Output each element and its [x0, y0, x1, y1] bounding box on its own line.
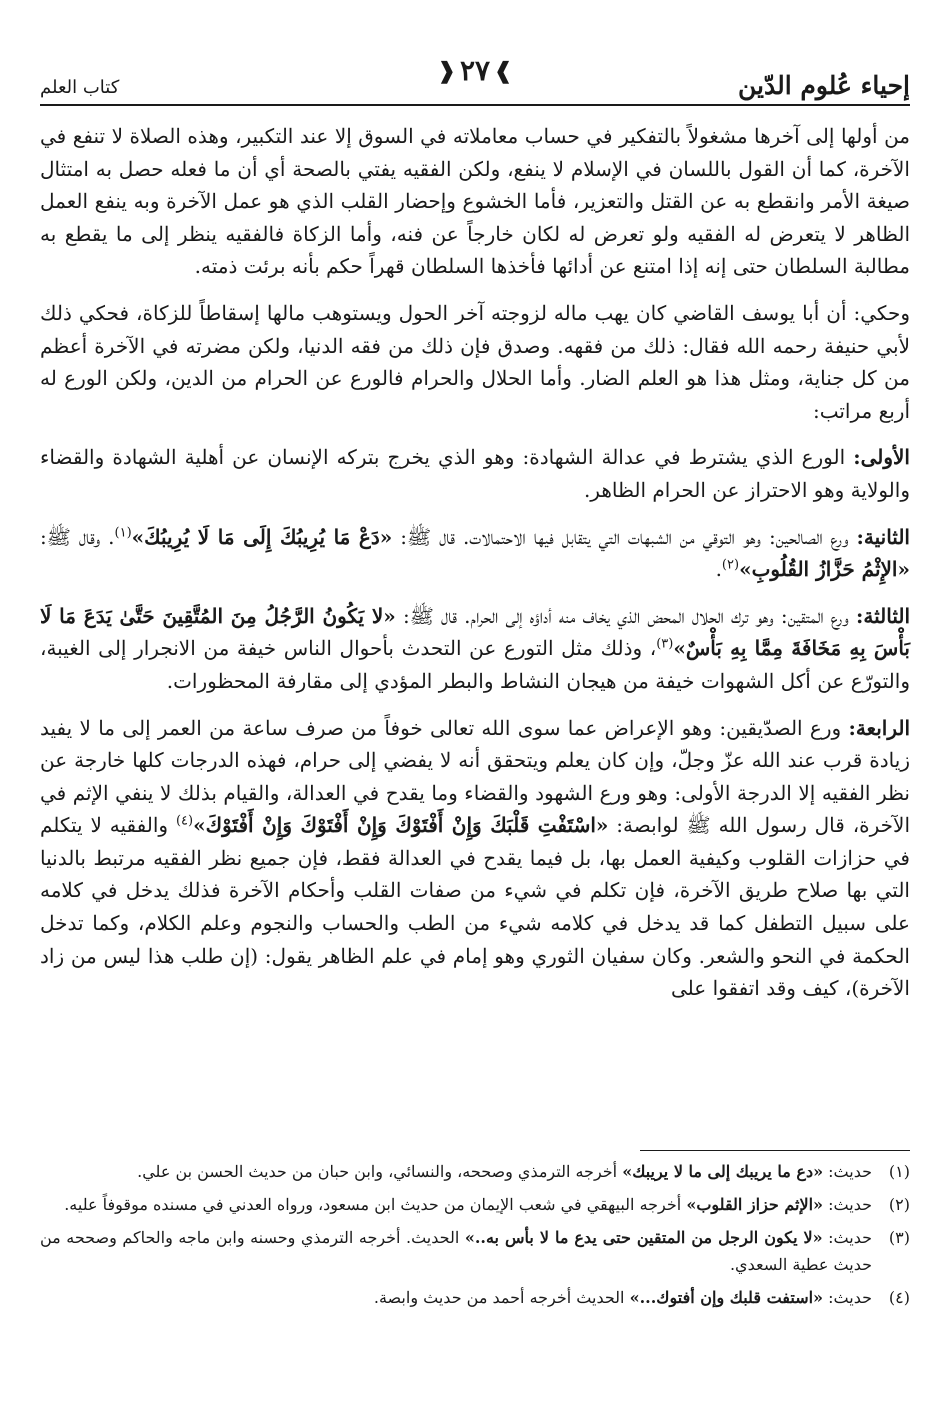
rank-text: . وقال ﷺ: [40, 524, 115, 549]
chapter-title: كتاب العلم [40, 77, 120, 98]
paragraph-rank-3 [40, 600, 910, 698]
page-number: ٢٧ [459, 54, 491, 87]
book-title: إحياء عُلوم الدّين [738, 71, 910, 100]
footnote-ref[interactable]: (٢) [721, 557, 740, 573]
rank-text: والفقيه لا يتكلم في حزازات القلوب وكيفية العمل بها، بل فيما يقدح في العدالة فقط، فإن جميع نظر الفقيه مرتبط بالدنيا التي بها صلاح طريق الآخرة، فإن تكلم في شيء من صفات القلب وأحكام الآخرة فذلك يدخل في كلامه على سبيل التطفل كما قد يدخل في كلامه شيء من الطب والحساب والنجوم وعلم الكلام، وكما تدخل الحكمة في النحو والشعر. وكان سفيان الثوري وهو إمام في علم الظاهر يقول: (إن طلب هذا ليس من زاد الآخرة)، كيف وقد اتفقوا على [40, 813, 910, 1001]
paragraph-rank-1 [40, 441, 910, 506]
hadith-quote: «الإِثْمُ حَزَّازُ القُلُوبِ» [739, 557, 910, 582]
footnote [40, 1284, 910, 1311]
paragraph-rank-4 [40, 712, 910, 1005]
paragraph-2: وحكي: أن أبا يوسف القاضي كان يهب ماله لزوجته آخر الحول ويستوهب مالها إسقاطاً للزكاة، فحكي ذلك لأبي حنيفة رحمه الله فقال: ذلك من فقهه. وصدق فإن ذلك من فقه الدنيا، ولكن مضرته في الآخرة أعظم من كل جناية، ومثل هذا هو العلم الضار. وأما الحلال والحرام فالورع عن الحرام من الدين، ولكن الورع له أربع مراتب: [40, 300, 910, 423]
rank-label: الثالثة: [855, 603, 910, 628]
footnote-text: حديث: «الإثم حزاز القلوب» أخرجه البيهقي في شعب الإيمان من حديث ابن مسعود، ورواه العدني في مسنده موقوفاً عليه. [64, 1195, 872, 1214]
footnote [40, 1191, 910, 1218]
paragraph-rank-2 [40, 521, 910, 586]
footnote-text: حديث: «لا يكون الرجل من المتقين حتى يدع ما لا بأس به..» الحديث. أخرجه الترمذي وحسنه وابن ماجه والحاكم وصححه من حديث عطية السعدي. [40, 1228, 872, 1274]
rank-label: الأولى: [853, 445, 910, 470]
footnote [40, 1158, 910, 1185]
hadith-quote: «دَعْ مَا يُرِيبُكَ إِلَى مَا لَا يُرِيبُكَ» [131, 524, 393, 549]
footnote-number: (١) [888, 1162, 910, 1181]
footnote-number: (٤) [888, 1288, 910, 1307]
rank-label: الثانية: [856, 524, 910, 549]
footnote-text: حديث: «دع ما يريبك إلى ما لا يريبك» أخرجه الترمذي وصححه، والنسائي، وابن حبان من حديث الحسن بن علي. [137, 1162, 872, 1181]
rank-text: ورع الصدّيقين: وهو الإعراض عما سوى الله تعالى خوفاً من صرف ساعة من العمر إلى ما لا يفيد زيادة قرب عند الله عزّ وجلّ، وإن كان يعلم ويتحقق أنه لا يفضي إلى حرام، فهذه الدرجات كلها خارجة عن نظر الفقيه إلا الدرجة الأولى: وهو ورع الشهود والقضاء وما يقدح في العدالة، والقيام بذلك لا ينفي الإثم في الآخرة، قال رسول الله ﷺ لوابصة: [40, 715, 911, 838]
rank-text: ، وذلك مثل التورع عن التحدث بأحوال الناس خيفة من الانجرار إلى الغيبة، والتورّع عن أكل الشهوات خيفة من هيجان النشاط والبطر المؤدي إلى مقارفة المحظورات. [40, 636, 910, 693]
rank-text: ورع الصالحين: وهو التوقي من الشبهات التي يتقابل فيها الاحتمالات. قال ﷺ: [392, 524, 857, 549]
hadith-quote: «لا يَكُونُ الرَّجُلُ مِنَ المُتَّقِينَ حَتَّىٰ يَدَعَ مَا لَا بَأْسَ بِهِ مَخَافَةَ مِمَّا بِهِ بَأْسٌ» [40, 603, 910, 661]
hadith-quote: «اسْتَفْتِ قَلْبَكَ وَإِنْ أَفْتَوْكَ وَإِنْ أَفْتَوْكَ وَإِنْ أَفْتَوْكَ» [193, 813, 609, 838]
main-text [40, 120, 910, 1005]
rank-text: . [715, 557, 722, 582]
ornament-right-icon: ❱ [494, 57, 513, 84]
footnote-ref[interactable]: (١) [114, 524, 132, 540]
footnote-ref[interactable]: (٤) [175, 813, 194, 829]
page-header [40, 54, 910, 106]
paragraph-1: من أولها إلى آخرها مشغولاً بالتفكير في حساب معاملاته في السوق إلا عند التكبير، وهذه الصلاة لا تنفع في الآخرة، كما أن القول باللسان في الإسلام لا ينفع، ولكن الفقيه يفتي بالصحة أي أن ما فعله حصل به امتثال صيغة الأمر وانقطع به عن القتل والتعزير، فأما الخشوع وإحضار القلب الذي هو عمل الآخرة وبه ينفع العمل الظاهر لا يتعرض له الفقيه ولو تعرض له لكان خارجاً عن فنه، وأما الزكاة فالفقيه ينظر إلى ما يقطع به مطالبة السلطان حتى إنه إذا امتنع عن أدائها فأخذها السلطان قهراً حكم بأنه برئت ذمته. [40, 124, 911, 279]
rank-label: الرابعة: [848, 715, 910, 740]
footnote-divider [640, 1150, 910, 1151]
footnotes [40, 1158, 910, 1317]
page-number-block [438, 54, 513, 87]
footnote-text: حديث: «استفت قلبك وإن أفتوك...» الحديث أخرجه أحمد من حديث وابصة. [373, 1288, 872, 1307]
rank-text: الورع الذي يشترط في عدالة الشهادة: وهو الذي يخرج بتركه الإنسان عن أهلية الشهادة والقضاء والولاية وهو الاحتراز عن الحرام الظاهر. [40, 445, 910, 502]
footnote-number: (٣) [888, 1228, 910, 1247]
footnote-ref[interactable]: (٣) [656, 636, 674, 652]
footnote-number: (٢) [888, 1195, 910, 1214]
ornament-left-icon: ❰ [437, 57, 456, 84]
footnote [40, 1224, 910, 1278]
rank-text: ورع المتقين: وهو ترك الحلال المحض الذي يخاف منه أداؤه إلى الحرام. قال ﷺ: [395, 603, 856, 628]
